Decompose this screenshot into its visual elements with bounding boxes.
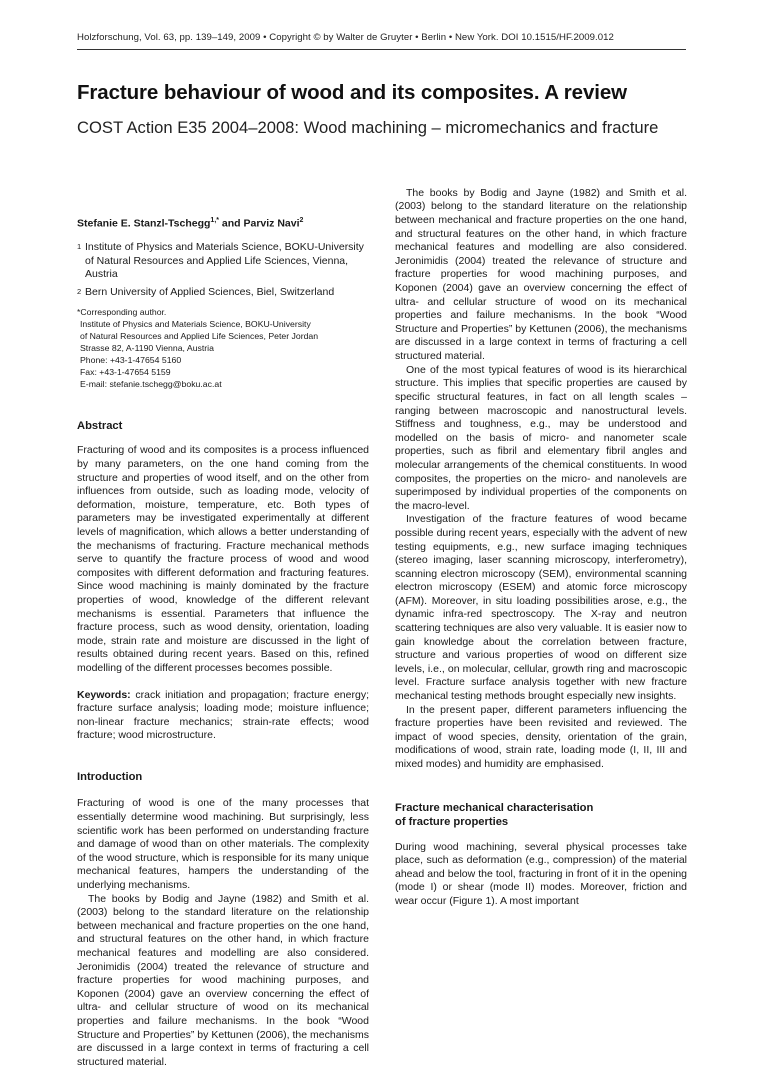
- intro-paragraph-2-overflow: The books by Bodig and Jayne (1982) and Smith et al. (2003) belong to the standard literature on the relationship between mechanical and fracture properties on the one hand, and structural features on the other hand, in which fracture mechanical features and modelling are also considered. Jeronimidis (2004) treated the relevance of structure and fracture properties for wood machining purposes, and Koponen (2004) gave an overview concerning the effect of ultra- and cellular structure of wood on its mechanical properties and failure mechanisms. In the book “Wood Structure and Properties” by Kettunen (2006), the mechanisms are discussed in a large context in terms of fracturing a cell structured material.: [395, 186, 687, 362]
- section2-text: During wood machining, several physical processes take place, such as deformation (e.g., compression) of the material ahead and below the tool, fracturing in front of it in the opening (mode I) or shear (mode II) modes. Moreover, friction and wear occur (Figure 1). A most important: [395, 840, 687, 907]
- affiliation-2: [77, 286, 369, 300]
- intro-paragraph-5: In the present paper, different parameters influencing the fracture properties have been revisited and reviewed. The impact of wood species, density, orientation of the grain, modifications of wood, strain rate, loading mode (I, II, III and mixed modes) and humidity are emphasised.: [395, 703, 687, 771]
- correspondence-line: Strasse 82, A-1190 Vienna, Austria: [80, 343, 214, 354]
- header-rule: [77, 49, 686, 50]
- intro-paragraph-1: Fracturing of wood is one of the many processes that essentially determine wood machining. But surprisingly, less scientific work has been performed on understanding fracture and damage of wood than on other materials. The complexity of the wood structure, which is responsible for its many unique mechanical features, hampers the understanding of the underlying mechanisms.: [77, 797, 369, 892]
- journal-header: Holzforschung, Vol. 63, pp. 139–149, 2009 • Copyright © by Walter de Gruyter • Berlin • New York. DOI 10.1515/HF.2009.012: [77, 32, 614, 43]
- introduction-heading: Introduction: [77, 770, 143, 783]
- section2-heading-line2: of fracture properties: [395, 815, 509, 828]
- author-2: Parviz Navi: [243, 217, 300, 230]
- affiliation-1: [77, 241, 369, 282]
- section2-heading: [395, 801, 687, 829]
- correspondence-fax: Fax: +43-1-47654 5159: [80, 367, 171, 377]
- correspondence-block: [77, 307, 369, 390]
- intro-paragraph-2-continued: [395, 186, 687, 364]
- correspondence-line: of Natural Resources and Applied Life Sciences, Peter Jordan: [80, 331, 319, 342]
- left-column: [77, 214, 369, 1068]
- abstract-text: Fracturing of wood and its composites is a process influenced by many parameters, on the one hand coming from the structure and properties of wood itself, and on the other from influences from outside, such as loading mode, velocity of deformation, moisture, temperature, etc. Both types of parameters may be investigated experimentally at different levels of magnification, which allows a better understanding of the mechanisms of fracturing. Fracture mechanical methods serve to quantify the fracture process of wood and wood composites with different deformation and fracturing features. Since wood machining is mainly dominated by the fracture properties of wood, knowledge of the different relevant mechanisms is essential. Parameters that influence the fracture process, such as wood density, orientation, loading mode, strain rate and moisture are discussed in the light of results obtained during recent years. Based on this, refined modelling of the different processes becomes possible.: [77, 444, 369, 674]
- intro-paragraph-4: Investigation of the fracture features of wood became possible during recent years, especially with the advent of new testing equipments, e.g., new surface imaging techniques (stereo imaging, laser scanning microscopy, interferometry), scanning electron microscopy (SEM), environmental scanning electron microscopy (ESEM) and atomic force microscopy (AFM). Moreover, in situ loading possibilities arose, e.g., the dynamic infra-red spectroscopy. The X-ray and neutron scattering techniques are also very valuable. It is easier now to gain knowledge about the correlation between fracture, structure and various properties of wood on different size levels, i.e., on molecular, cellular, growth ring and macroscopic level. Fracture surface analysis together with new fracture mechanical testing methods brought especially new insights.: [395, 513, 687, 703]
- keywords-text: crack initiation and propagation; fracture energy; fracture surface analysis; loading mode; moisture influence; non-linear fracture mechanics; strain-rate effects; wood fracture; wood microstructure.: [77, 688, 369, 742]
- correspondence-phone: Phone: +43-1-47654 5160: [80, 355, 182, 366]
- keywords-label: Keywords:: [77, 688, 131, 701]
- intro-paragraph-2: The books by Bodig and Jayne (1982) and Smith et al. (2003) belong to the standard literature on the relationship between mechanical and fracture properties on the one hand, and structural features on the other hand, in which fracture mechanical features and modelling are also considered. Jeronimidis (2004) treated the relevance of structure and fracture properties for wood machining purposes, and Koponen (2004) gave an overview concerning the effect of ultra- and cellular structure of wood on its mechanical properties and failure mechanisms. In the book “Wood Structure and Properties” by Kettunen (2006), the mechanisms are discussed in a large context in terms of fracturing a cell structured material.: [77, 892, 369, 1068]
- affiliation-2-num: 2: [77, 286, 82, 296]
- paper-subtitle: COST Action E35 2004–2008: Wood machining – micromechanics and fracture: [77, 118, 659, 137]
- affiliation-2-text: Bern University of Applied Sciences, Biel, Switzerland: [85, 285, 335, 298]
- keywords: [77, 689, 369, 743]
- author-line: [77, 214, 369, 231]
- section2-heading-line1: Fracture mechanical characterisation: [395, 801, 594, 814]
- author-1-sup: 1,*: [210, 217, 219, 224]
- affiliation-1-text: Institute of Physics and Materials Science, BOKU-University of Natural Resources and Applied Life Sciences, Vienna, Austria: [85, 241, 364, 281]
- right-column: [395, 186, 687, 909]
- author-1: Stefanie E. Stanzl-Tschegg: [77, 217, 211, 230]
- abstract-heading: Abstract: [77, 419, 123, 432]
- correspondence-email: E-mail: stefanie.tschegg@boku.ac.at: [80, 378, 222, 389]
- intro-paragraph-3: One of the most typical features of wood is its hierarchical structure. This implies that specific properties are caused by specific structural features, in fact on all length scales – ranging between macroscopic and nanostructural levels. Stiffness and toughness, e.g., may be understood and modelled on the basis of micro- and nanometer scale properties, such as fibril and elementary fibril angles and molecular arrangements of the chemical constituents. In wood composites, the properties on the micro- and nanolevels are superimposed by individual properties of the components on the macro-level.: [395, 363, 687, 512]
- affiliation-1-num: 1: [77, 242, 82, 252]
- paper-title: Fracture behaviour of wood and its composites. A review: [77, 81, 628, 104]
- author-2-sup: 2: [299, 217, 304, 224]
- author-and: and: [218, 217, 244, 230]
- correspondence-label: *Corresponding author.: [77, 307, 167, 318]
- correspondence-line: Institute of Physics and Materials Science, BOKU-University: [80, 319, 311, 330]
